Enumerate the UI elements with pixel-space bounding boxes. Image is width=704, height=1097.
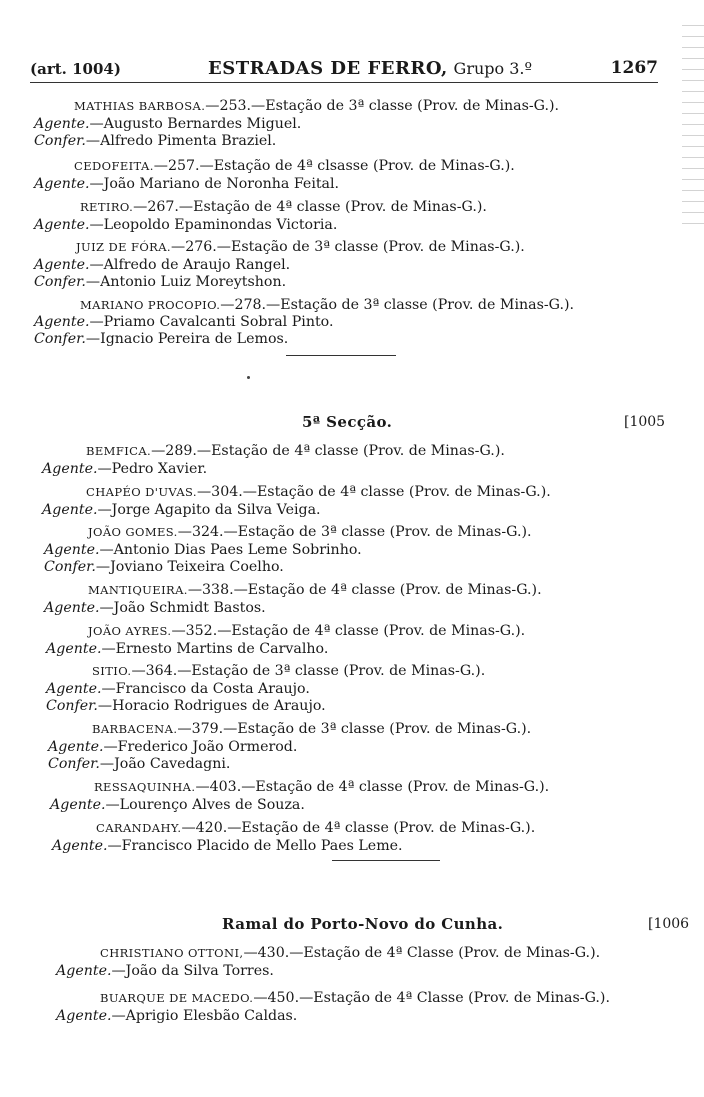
- staff-role: Agente.: [46, 641, 102, 657]
- station-name: JUIZ DE FÓRA.: [76, 240, 171, 254]
- staff-line: [34, 174, 339, 194]
- station-line: [74, 96, 559, 116]
- station-name: RESSAQUINHA.: [94, 780, 196, 794]
- block-divider: [332, 860, 440, 861]
- station-name: MATHIAS BARBOSA.: [74, 99, 206, 113]
- station-line: [100, 988, 610, 1008]
- staff-name: —Lourenço Alves de Souza.: [105, 797, 305, 813]
- staff-role: Confer.: [34, 133, 86, 149]
- staff-line: [34, 329, 288, 349]
- staff-role: Agente.: [34, 257, 90, 273]
- staff-role: Agente.: [48, 739, 104, 755]
- station-desc: —276.—Estação de 3ª classe (Prov. de Minas-G.).: [171, 239, 525, 255]
- staff-role: Agente.: [34, 217, 90, 233]
- page-number: 1267: [610, 58, 658, 78]
- station-desc: —450.—Estação de 4ª Classe (Prov. de Minas-G.).: [253, 990, 610, 1006]
- staff-role: Agente.: [34, 314, 90, 330]
- station-line: [92, 661, 485, 681]
- station-desc: —430.—Estação de 4ª Classe (Prov. de Minas-G.).: [243, 945, 601, 961]
- staff-role: Agente.: [34, 176, 90, 192]
- station-line: [96, 818, 535, 838]
- staff-name: —João Mariano de Noronha Feital.: [89, 176, 340, 192]
- station-line: [100, 943, 600, 963]
- block-divider: [286, 355, 396, 356]
- staff-line: [34, 131, 276, 151]
- section-reference: [1006: [648, 916, 690, 932]
- staff-role: Agente.: [52, 838, 108, 854]
- staff-role: Confer.: [48, 756, 100, 772]
- staff-role: Agente.: [44, 600, 100, 616]
- running-title-main: ESTRADAS DE FERRO,: [208, 58, 448, 79]
- staff-name: —João da Silva Torres.: [111, 963, 274, 979]
- staff-name: —Jorge Agapito da Silva Veiga.: [97, 502, 321, 518]
- staff-line: [42, 500, 321, 520]
- staff-name: —Augusto Bernardes Miguel.: [89, 116, 302, 132]
- staff-line: [44, 598, 266, 618]
- staff-role: Confer.: [44, 559, 96, 575]
- station-desc: —253.—Estação de 3ª classe (Prov. de Minas-G.).: [205, 98, 560, 114]
- staff-name: —Priamo Cavalcanti Sobral Pinto.: [89, 314, 334, 330]
- staff-name: —Alfredo de Araujo Rangel.: [89, 257, 291, 273]
- station-line: [88, 621, 525, 641]
- station-desc: —257.—Estação de 4ª clsasse (Prov. de Minas-G.).: [153, 158, 515, 174]
- station-desc: —403.—Estação de 4ª classe (Prov. de Minas-G.).: [195, 779, 550, 795]
- staff-name: —Frederico João Ormerod.: [103, 739, 298, 755]
- station-line: [88, 580, 542, 600]
- staff-line: [34, 215, 337, 235]
- station-name: BARBACENA.: [92, 722, 178, 736]
- station-line: [94, 777, 549, 797]
- station-line: [88, 522, 532, 542]
- staff-role: Confer.: [34, 331, 86, 347]
- staff-line: [46, 696, 326, 716]
- staff-line: [42, 459, 207, 479]
- station-desc: —420.—Estação de 4ª classe (Prov. de Minas-G.).: [181, 820, 536, 836]
- station-line: [74, 156, 515, 176]
- staff-role: Agente.: [44, 542, 100, 558]
- staff-role: Agente.: [50, 797, 106, 813]
- staff-name: —Antonio Luiz Moreytshon.: [85, 274, 287, 290]
- station-name: CEDOFEITA.: [74, 159, 154, 173]
- running-title-group: Grupo 3.º: [453, 59, 533, 78]
- staff-line: [56, 961, 274, 981]
- staff-name: —Alfredo Pimenta Braziel.: [85, 133, 277, 149]
- staff-role: Agente.: [42, 461, 98, 477]
- running-header: [30, 58, 658, 82]
- staff-line: [46, 639, 328, 659]
- staff-name: —Horacio Rodrigues de Araujo.: [97, 698, 326, 714]
- station-desc: —352.—Estação de 4ª classe (Prov. de Minas-G.).: [171, 623, 526, 639]
- staff-name: —João Schmidt Bastos.: [99, 600, 266, 616]
- section-heading: Ramal do Porto-Novo do Cunha.: [222, 915, 504, 933]
- station-name: SITIO.: [92, 664, 132, 678]
- header-rule: [30, 82, 658, 83]
- station-desc: —289.—Estação de 4ª classe (Prov. de Minas-G.).: [151, 443, 505, 459]
- staff-role: Confer.: [46, 698, 98, 714]
- staff-name: —Aprigio Elesbão Caldas.: [111, 1008, 298, 1024]
- staff-name: —Ignacio Pereira de Lemos.: [85, 331, 289, 347]
- station-desc: —304.—Estação de 4ª classe (Prov. de Minas-G.).: [196, 484, 551, 500]
- staff-name: —Pedro Xavier.: [97, 461, 208, 477]
- staff-role: Agente.: [56, 1008, 112, 1024]
- staff-line: [56, 1006, 297, 1026]
- station-name: CHRISTIANO OTTONI,: [100, 946, 244, 960]
- staff-line: [34, 272, 286, 292]
- running-title: [208, 58, 532, 79]
- section-heading: 5ª Secção.: [302, 413, 393, 431]
- station-desc: —364.—Estação de 3ª classe (Prov. de Minas-G.).: [131, 663, 486, 679]
- staff-line: [50, 795, 305, 815]
- station-name: CARANDAHY.: [96, 821, 182, 835]
- staff-name: —Ernesto Martins de Carvalho.: [101, 641, 329, 657]
- staff-name: —João Cavedagni.: [99, 756, 231, 772]
- staff-name: —Joviano Teixeira Coelho.: [95, 559, 284, 575]
- station-desc: —278.—Estação de 3ª classe (Prov. de Minas-G.).: [220, 297, 575, 313]
- station-line: [76, 237, 525, 257]
- section-reference: [1005: [624, 414, 666, 430]
- print-speck: [247, 376, 250, 379]
- staff-role: Confer.: [34, 274, 86, 290]
- article-reference: (art. 1004): [30, 60, 121, 78]
- staff-line: [48, 754, 230, 774]
- staff-role: Agente.: [46, 681, 102, 697]
- station-line: [86, 441, 505, 461]
- station-name: RETIRO.: [80, 200, 134, 214]
- station-name: MARIANO PROCOPIO.: [80, 298, 221, 312]
- staff-line: [44, 557, 284, 577]
- staff-name: —Francisco da Costa Araujo.: [101, 681, 310, 697]
- station-line: [92, 719, 531, 739]
- staff-name: —Leopoldo Epaminondas Victoria.: [89, 217, 338, 233]
- station-desc: —267.—Estação de 4ª classe (Prov. de Minas-G.).: [133, 199, 487, 215]
- staff-role: Agente.: [56, 963, 112, 979]
- station-name: JOÃO GOMES.: [88, 525, 178, 539]
- page-edge-scan-noise: [682, 20, 704, 230]
- staff-name: —Francisco Placido de Mello Paes Leme.: [107, 838, 403, 854]
- station-name: BUARQUE DE MACEDO.: [100, 991, 254, 1005]
- station-name: JOÃO AYRES.: [88, 624, 172, 638]
- station-name: BEMFICA.: [86, 444, 152, 458]
- staff-role: Agente.: [34, 116, 90, 132]
- staff-role: Agente.: [42, 502, 98, 518]
- station-line: [80, 197, 487, 217]
- station-desc: —324.—Estação de 3ª classe (Prov. de Minas-G.).: [177, 524, 532, 540]
- station-name: CHAPÉO D'UVAS.: [86, 485, 197, 499]
- station-desc: —338.—Estação de 4ª classe (Prov. de Minas-G.).: [187, 582, 542, 598]
- station-line: [86, 482, 551, 502]
- staff-line: [52, 836, 403, 856]
- station-name: MANTIQUEIRA.: [88, 583, 188, 597]
- staff-name: —Antonio Dias Paes Leme Sobrinho.: [99, 542, 362, 558]
- station-desc: —379.—Estação de 3ª classe (Prov. de Minas-G.).: [177, 721, 532, 737]
